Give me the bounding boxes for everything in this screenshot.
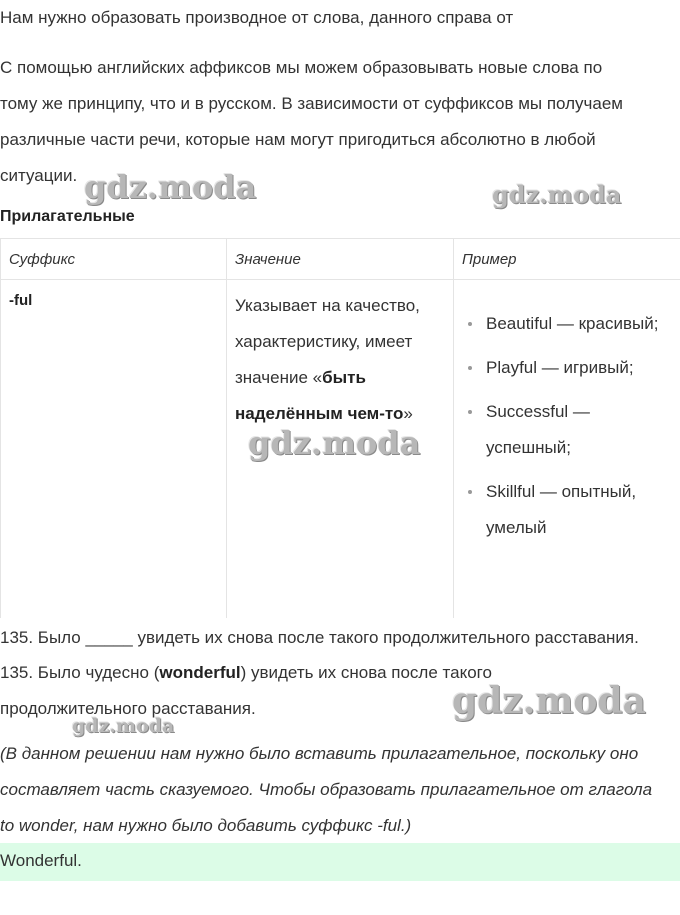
watermark: gdz.moda [72,715,175,737]
column-header-example: Пример [454,239,680,280]
meaning-end: » [403,404,413,423]
task-sentence: 135. Было _____ увидеть их снова после такого продолжительного расставания. [0,628,639,647]
answer-box [0,843,680,881]
note-line: to wonder, нам нужно было добавить суффикс -ful.) [0,816,412,835]
list-item: Beautiful — красивый; [486,306,672,342]
intro-line: Нам нужно образовать производное от слова, данного справа от [0,8,514,27]
section-heading: Прилагательные [0,208,135,225]
example-list [462,306,672,546]
table-header-row [1,239,680,280]
meaning-bold: быть наделённым чем-то [235,368,404,423]
note-line: составляет часть сказуемого. Чтобы образовать прилагательное от глагола [0,780,653,799]
solution-line [0,663,492,683]
explanation-line: тому же принципу, что и в русском. В зависимости от суффиксов мы получаем [0,94,623,113]
list-item: Playful — игривый; [486,350,672,386]
list-item: Skillful — опытный, умелый [486,474,672,546]
watermark: gdz.moda [248,424,421,462]
meaning-text: Указывает на качество, характеристику, имеет значение « [235,296,420,387]
explanation-line: различные части речи, которые нам могут пригодиться абсолютно в любой [0,130,596,149]
solution-suffix: ) увидеть их снова после такого [240,663,492,682]
watermark: gdz.moda [452,680,646,722]
solution-bold-word: wonderful [159,663,241,682]
watermark: gdz.moda [492,180,622,209]
solution-line-2: продолжительного расставания. [0,699,256,718]
explanation-line: ситуации. [0,166,78,185]
list-item: Successful — успешный; [486,394,672,466]
explanation-line: С помощью английских аффиксов мы можем образовывать новые слова по [0,58,603,77]
answer-text: Wonderful. [0,851,82,870]
note-line: (В данном решении нам нужно было вставить прилагательное, поскольку оно [0,744,639,763]
suffix-cell: -ful [1,280,227,619]
column-header-suffix: Суффикс [1,239,227,280]
solution-prefix: 135. Было чудесно ( [0,663,160,682]
example-cell [454,280,680,619]
watermark: gdz.moda [84,168,257,206]
column-header-meaning: Значение [227,239,454,280]
